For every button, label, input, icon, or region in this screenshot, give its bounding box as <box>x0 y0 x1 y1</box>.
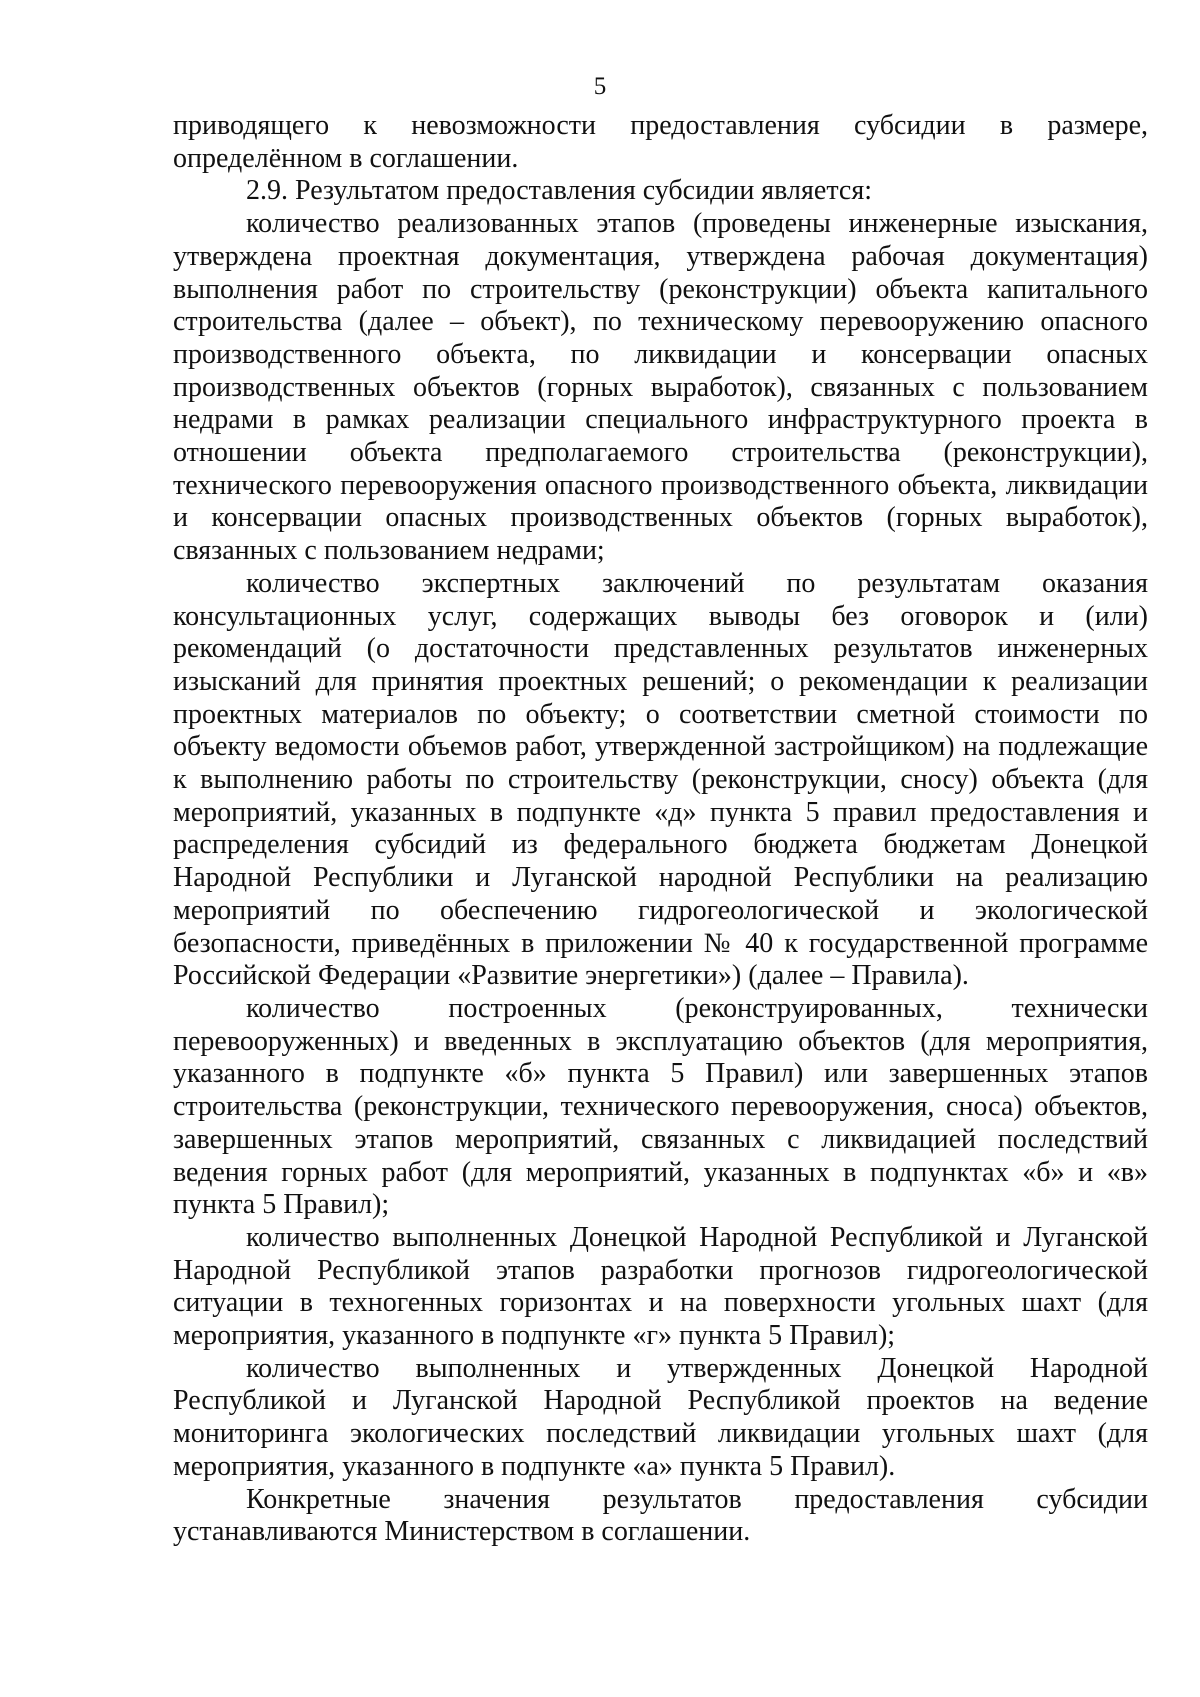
paragraph-clause-2-9: 2.9. Результатом предоставления субсидии является: <box>246 175 872 207</box>
paragraph-result-expert-conclusions: количество экспертных заключений по результатам оказания консультационных услуг, содержащих выводы без оговорок и (или) рекомендаций (о достаточности представленных результатов инженерных изысканий для принятия проектных решений; о рекомендации к реализации проектных материалов по объекту; о соответствии сметной стоимости по объекту ведомости объемов работ, утвержденной застройщиком) на подлежащие к выполнению работы по строительству (реконструкции, сносу) объекта (для мероприятий, указанных в подпункте «д» пункта 5 правил предоставления и распределения субсидий из федерального бюджета бюджетам Донецкой Народной Республики и Луганской народной Республики на реализацию мероприятий по обеспечению гидрогеологической и экологической безопасности, приведённых в приложении № 40 к государственной программе Российской Федерации «Развитие энергетики») (далее – Правила). <box>173 567 1148 992</box>
paragraph-result-built-objects: количество построенных (реконструированных, технически перевооруженных) и введенных в эксплуатацию объектов (для мероприятия, указанного в подпункте «б» пункта 5 Правил) или завершенных этапов строительства (реконструкции, технического перевооружения, сноса) объектов, завершенных этапов мероприятий, связанных с ликвидацией последствий ведения горных работ (для мероприятий, указанных в подпунктах «б» и «в» пункта 5 Правил); <box>173 992 1148 1221</box>
paragraph-specific-values: Конкретные значения результатов предоставления субсидии устанавливаются Министерством в соглашении. <box>173 1483 1148 1548</box>
page-number: 5 <box>593 73 607 100</box>
paragraph-result-stages: количество реализованных этапов (проведены инженерные изыскания, утверждена проектная документация, утверждена рабочая документация) выполнения работ по строительству (реконструкции) объекта капитального строительства (далее – объект), по техническому перевооружению опасного производственного объекта, по ликвидации и консервации опасных производственных объектов (горных выработок), связанных с пользованием недрами в рамках реализации специального инфраструктурного проекта в отношении объекта предполагаемого строительства (реконструкции), технического перевооружения опасного производственного объекта, ликвидации и консервации опасных производственных объектов (горных выработок), связанных с пользованием недрами; <box>173 208 1148 567</box>
paragraph-result-monitoring-projects: количество выполненных и утвержденных Донецкой Народной Республикой и Луганской Народной Республикой проектов на ведение мониторинга экологических последствий ликвидации угольных шахт (для мероприятия, указанного в подпункте «а» пункта 5 Правил). <box>173 1352 1148 1482</box>
paragraph-continuation: приводящего к невозможности предоставления субсидии в размере, определённом в соглашении. <box>173 110 1148 174</box>
paragraph-result-forecasts: количество выполненных Донецкой Народной Республикой и Луганской Народной Республикой этапов разработки прогнозов гидрогеологической ситуации в техногенных горизонтах и на поверхности угольных шахт (для мероприятия, указанного в подпункте «г» пункта 5 Правил); <box>173 1221 1148 1352</box>
document-body <box>173 110 1148 1549</box>
